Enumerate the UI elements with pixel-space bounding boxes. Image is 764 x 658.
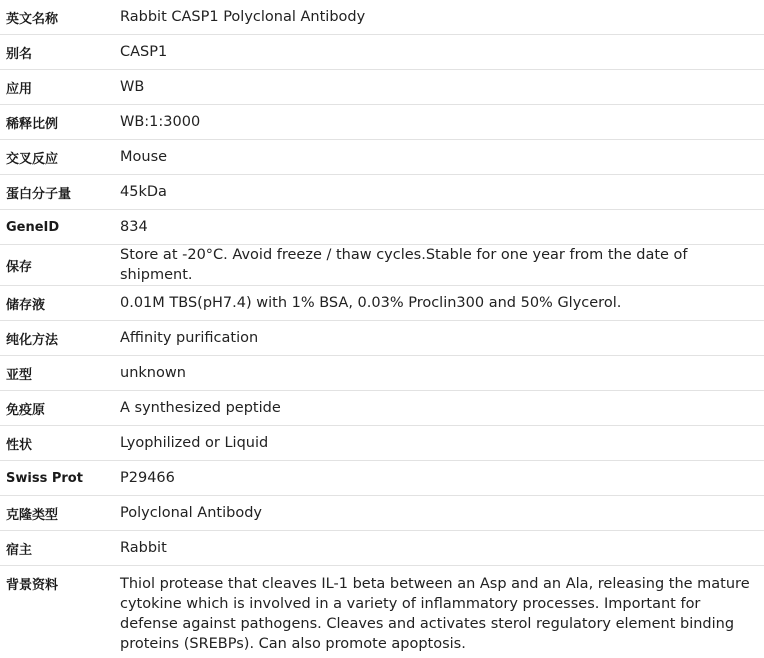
spec-label: GeneID: [0, 210, 114, 245]
spec-label: 应用: [0, 70, 114, 105]
spec-value: WB: [114, 70, 764, 105]
spec-value: 45kDa: [114, 175, 764, 210]
spec-row-molecular-weight: [0, 175, 764, 210]
spec-row-form: [0, 426, 764, 461]
spec-value: Lyophilized or Liquid: [114, 426, 764, 461]
spec-row-host: [0, 531, 764, 566]
spec-row-english-name: [0, 0, 764, 35]
spec-value: 0.01M TBS(pH7.4) with 1% BSA, 0.03% Proclin300 and 50% Glycerol.: [114, 286, 764, 321]
spec-row-immunogen: [0, 391, 764, 426]
spec-value: CASP1: [114, 35, 764, 70]
spec-label: 英文名称: [0, 0, 114, 35]
spec-label: 交叉反应: [0, 140, 114, 175]
spec-label: 储存液: [0, 286, 114, 321]
spec-value: Polyclonal Antibody: [114, 496, 764, 531]
spec-value: Thiol protease that cleaves IL-1 beta between an Asp and an Ala, releasing the mature cytokine which is involved in a variety of inflammatory processes. Important for defense against pathogens. Cleaves and activates sterol regulatory element binding proteins (SREBPs). Can also promote apoptosis.: [114, 566, 764, 658]
spec-value: unknown: [114, 356, 764, 391]
spec-row-alias: [0, 35, 764, 70]
spec-value: A synthesized peptide: [114, 391, 764, 426]
spec-label: 纯化方法: [0, 321, 114, 356]
spec-row-cross-reactivity: [0, 140, 764, 175]
spec-value: Mouse: [114, 140, 764, 175]
spec-label: 背景资料: [0, 566, 114, 658]
spec-row-clonality: [0, 496, 764, 531]
spec-value: 834: [114, 210, 764, 245]
spec-value: Rabbit: [114, 531, 764, 566]
spec-value: Store at -20°C. Avoid freeze / thaw cycles.Stable for one year from the date of shipment.: [114, 245, 764, 286]
spec-label: 保存: [0, 245, 114, 286]
spec-row-application: [0, 70, 764, 105]
spec-row-storage: [0, 245, 764, 286]
spec-label: 克隆类型: [0, 496, 114, 531]
spec-label: Swiss Prot: [0, 461, 114, 496]
spec-label: 性状: [0, 426, 114, 461]
spec-row-swiss-prot: [0, 461, 764, 496]
spec-label: 亚型: [0, 356, 114, 391]
spec-value: Affinity purification: [114, 321, 764, 356]
spec-row-purification: [0, 321, 764, 356]
spec-label: 宿主: [0, 531, 114, 566]
spec-row-storage-buffer: [0, 286, 764, 321]
spec-row-dilution: [0, 105, 764, 140]
spec-row-gene-id: [0, 210, 764, 245]
spec-value: WB:1:3000: [114, 105, 764, 140]
spec-value: P29466: [114, 461, 764, 496]
spec-label: 免疫原: [0, 391, 114, 426]
spec-label: 稀释比例: [0, 105, 114, 140]
spec-label: 别名: [0, 35, 114, 70]
spec-label: 蛋白分子量: [0, 175, 114, 210]
spec-value: Rabbit CASP1 Polyclonal Antibody: [114, 0, 764, 35]
spec-row-background: [0, 566, 764, 658]
spec-row-isotype: [0, 356, 764, 391]
